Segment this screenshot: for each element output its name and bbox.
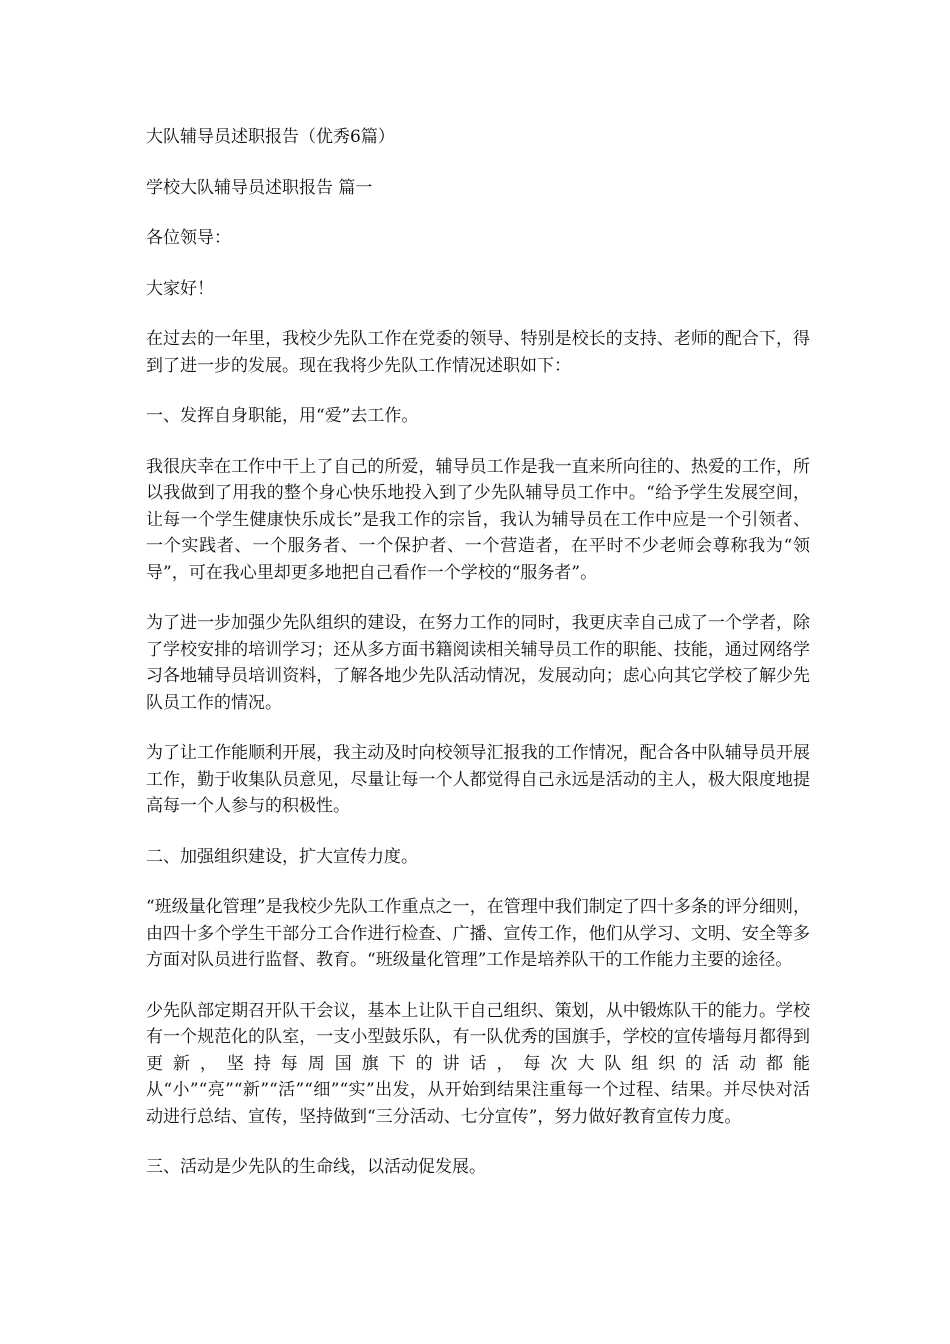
section-heading: 二、加强组织建设，扩大宣传力度。 [146,846,418,867]
body-paragraph: 为了进一步加强少先队组织的建设，在努力工作的同时，我更庆幸自己成了一个学者，除了学校安排的培训学习；还从多方面书籍阅读相关辅导员工作的职能、技能，通过网络学习各地辅导员培训资料，了解各地少先队活动情况，发展动向；虑心向其它学校了解少先队员工作的情况。 [146,613,810,713]
greeting: 大家好！ [146,278,214,299]
salutation: 各位领导： [146,228,231,248]
body-paragraph: 为了让工作能顺利开展，我主动及时向校领导汇报我的工作情况，配合各中队辅导员开展工作，勤于收集队员意见，尽量让每一个人都觉得自己永远是活动的主人，极大限度地提高每一个人参与的积极性。 [146,743,810,816]
body-paragraph: 在过去的一年里，我校少先队工作在党委的领导、特别是校长的支持、老师的配合下，得到了进一步的发展。现在我将少先队工作情况述职如下： [146,329,810,376]
body-paragraph: “班级量化管理”是我校少先队工作重点之一，在管理中我们制定了四十多条的评分细则，由四十多个学生干部分工合作进行检查、广播、宣传工作，他们从学习、文明、安全等多方面对队员进行监督、教育。“班级量化管理”工作是培养队干的工作能力主要的途径。 [146,897,810,970]
body-paragraph: 少先队部定期召开队干会议，基本上让队干自己组织、策划，从中锻炼队干的能力。学校有一个规范化的队室，一支小型鼓乐队，有一队优秀的国旗手，学校的宣传墙每月都得到更新，坚持每周国旗下的讲话，每次大队组织的活动都能从“小”“亮”“新”“活”“细”“实”出发，从开始到结果注重每一个过程、结果。并尽快对活动进行总结、宣传，坚持做到“三分活动、七分宣传”，努力做好教育宣传力度。 [146,1000,810,1127]
section-heading: 三、活动是少先队的生命线，以活动促发展。 [146,1157,486,1177]
document-subtitle: 学校大队辅导员述职报告 篇一 [146,177,373,198]
body-paragraph: 我很庆幸在工作中干上了自己的所爱，辅导员工作是我一直来所向往的、热爱的工作，所以我做到了用我的整个身心快乐地投入到了少先队辅导员工作中。“给予学生发展空间，让每一个学生健康快乐成长”是我工作的宗旨，我认为辅导员在工作中应是一个引领者、一个实践者、一个服务者、一个保护者、一个营造者，在平时不少老师会尊称我为“领导”，可在我心里却更多地把自己看作一个学校的“服务者”。 [146,456,810,583]
document-title: 大队辅导员述职报告（优秀6篇） [146,127,395,147]
document-body [146,124,810,1205]
section-heading: 一、发挥自身职能，用“爱”去工作。 [146,406,419,426]
